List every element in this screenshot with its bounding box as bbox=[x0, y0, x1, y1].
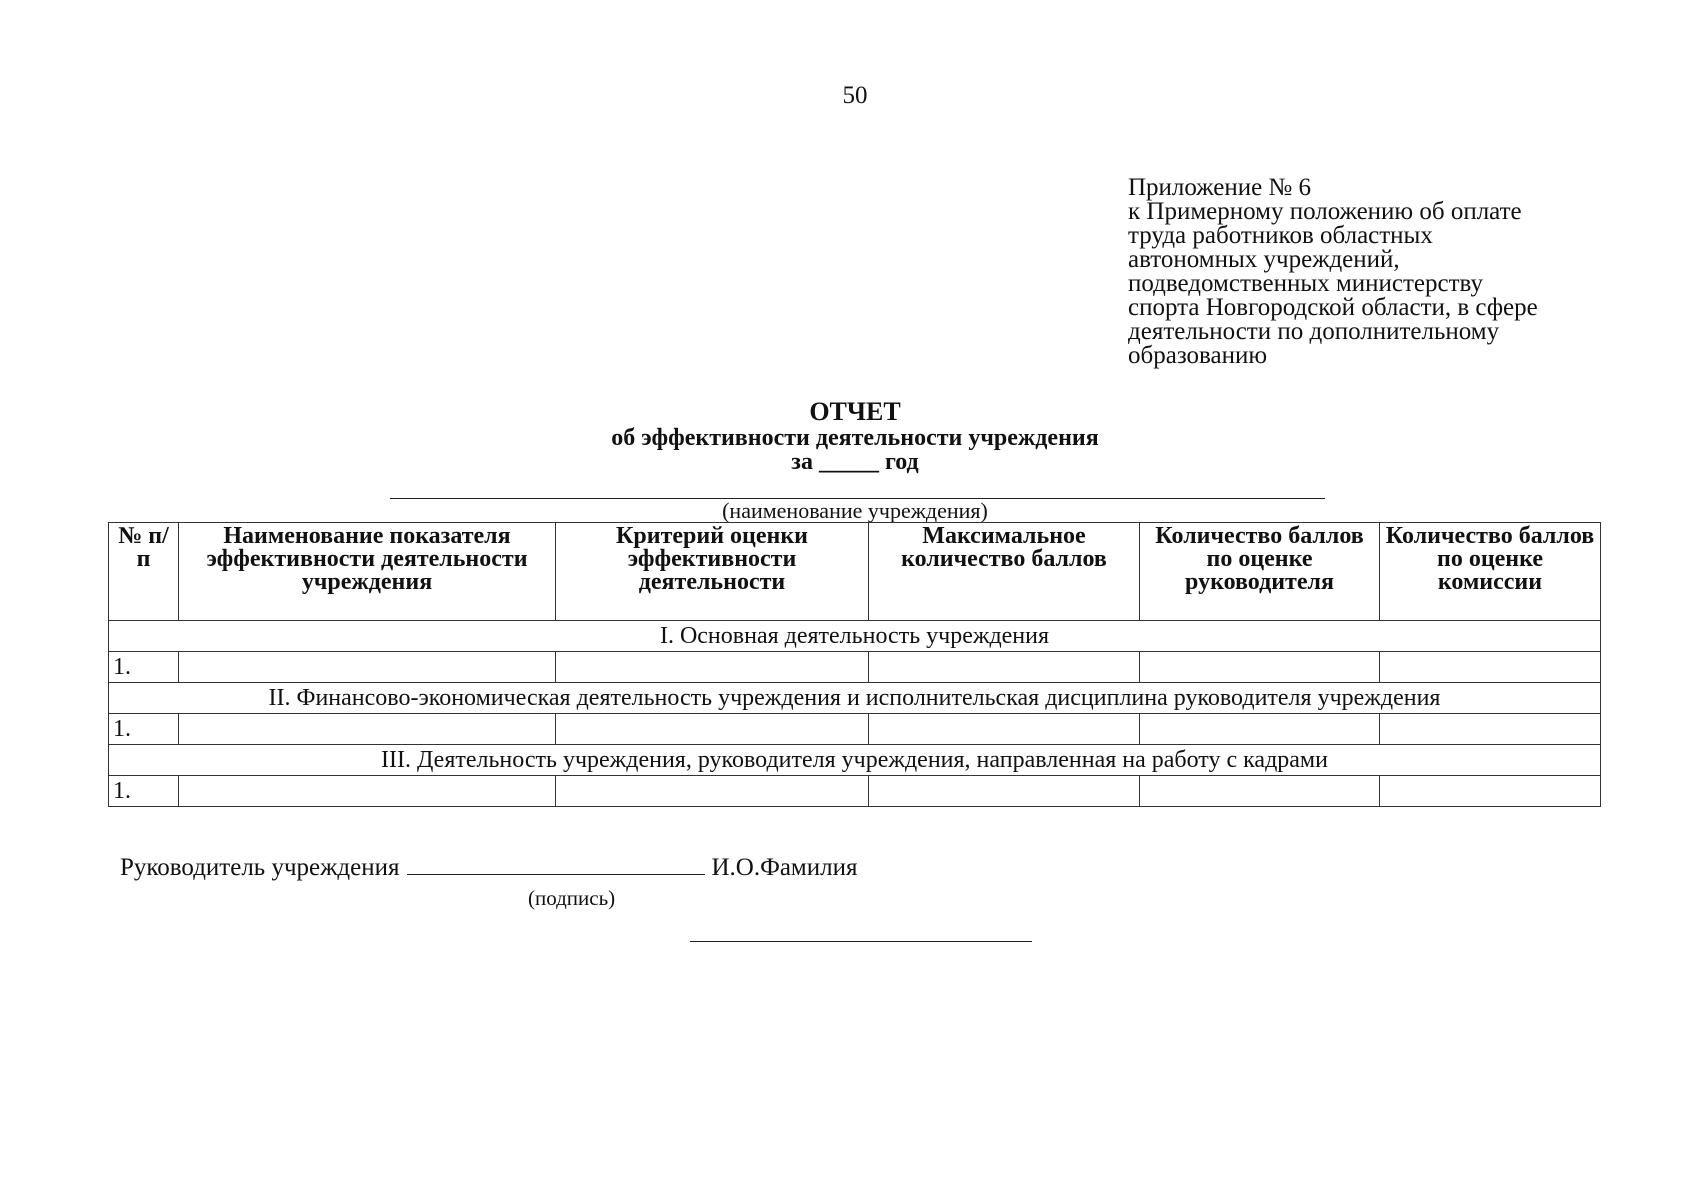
appendix-line: к Примерному положению об оплате bbox=[1128, 198, 1522, 225]
manager-score-cell[interactable] bbox=[1140, 714, 1380, 745]
report-year-line: за _____ год bbox=[791, 449, 919, 475]
appendix-line: деятельности по дополнительному bbox=[1128, 318, 1500, 345]
appendix-line: подведомственных министерству bbox=[1128, 270, 1483, 297]
report-subtitle: об эффективности деятельности учреждения bbox=[611, 425, 1099, 451]
appendix-note bbox=[1128, 176, 1648, 368]
appendix-line: автономных учреждений, bbox=[1128, 246, 1400, 273]
institution-caption: (наименование учреждения) bbox=[722, 498, 988, 523]
row-number: 1. bbox=[109, 714, 179, 745]
indicator-cell[interactable] bbox=[179, 776, 556, 807]
commission-score-cell[interactable] bbox=[1380, 776, 1601, 807]
section-title: II. Финансово-экономическая деятельность учреждения и исполнительская дисциплина руководителя учреждения bbox=[109, 683, 1601, 714]
header-criterion: Критерий оценки эффективности деятельности bbox=[556, 523, 869, 621]
table-row bbox=[109, 652, 1601, 683]
section-title: I. Основная деятельность учреждения bbox=[109, 621, 1601, 652]
section-row bbox=[109, 683, 1601, 714]
commission-score-cell[interactable] bbox=[1380, 652, 1601, 683]
header-commission-score: Количество баллов по оценке комиссии bbox=[1380, 523, 1601, 621]
row-number: 1. bbox=[109, 652, 179, 683]
table-row bbox=[109, 714, 1601, 745]
section-title: III. Деятельность учреждения, руководителя учреждения, направленная на работу с кадрами bbox=[109, 745, 1601, 776]
header-indicator: Наименование показателя эффективности деятельности учреждения bbox=[179, 523, 556, 621]
header-max-score: Максимальное количество баллов bbox=[869, 523, 1140, 621]
max-score-cell[interactable] bbox=[869, 652, 1140, 683]
appendix-line: Приложение № 6 bbox=[1128, 174, 1312, 201]
section-row bbox=[109, 745, 1601, 776]
max-score-cell[interactable] bbox=[869, 714, 1140, 745]
signature-label: Руководитель учреждения bbox=[120, 854, 400, 881]
appendix-line: спорта Новгородской области, в сфере bbox=[1128, 294, 1538, 321]
criterion-cell[interactable] bbox=[556, 714, 869, 745]
report-heading bbox=[0, 398, 1685, 474]
signature-blank[interactable] bbox=[407, 852, 705, 875]
appendix-line: труда работников областных bbox=[1128, 222, 1433, 249]
table-header-row bbox=[109, 523, 1601, 621]
page-number: 50 bbox=[842, 82, 868, 109]
bottom-divider bbox=[690, 941, 1032, 942]
appendix-line: образованию bbox=[1128, 342, 1268, 369]
table-row bbox=[109, 776, 1601, 807]
header-number: № п/п bbox=[109, 523, 179, 621]
row-number: 1. bbox=[109, 776, 179, 807]
manager-score-cell[interactable] bbox=[1140, 776, 1380, 807]
section-row bbox=[109, 621, 1601, 652]
report-title: ОТЧЕТ bbox=[809, 397, 901, 426]
indicator-cell[interactable] bbox=[179, 652, 556, 683]
manager-score-cell[interactable] bbox=[1140, 652, 1380, 683]
report-table bbox=[108, 522, 1601, 807]
header-manager-score: Количество баллов по оценке руководителя bbox=[1140, 523, 1380, 621]
signature-caption: (подпись) bbox=[528, 886, 616, 910]
max-score-cell[interactable] bbox=[869, 776, 1140, 807]
signature-name: И.О.Фамилия bbox=[711, 854, 858, 881]
criterion-cell[interactable] bbox=[556, 652, 869, 683]
signature-line bbox=[120, 852, 857, 882]
commission-score-cell[interactable] bbox=[1380, 714, 1601, 745]
indicator-cell[interactable] bbox=[179, 714, 556, 745]
criterion-cell[interactable] bbox=[556, 776, 869, 807]
